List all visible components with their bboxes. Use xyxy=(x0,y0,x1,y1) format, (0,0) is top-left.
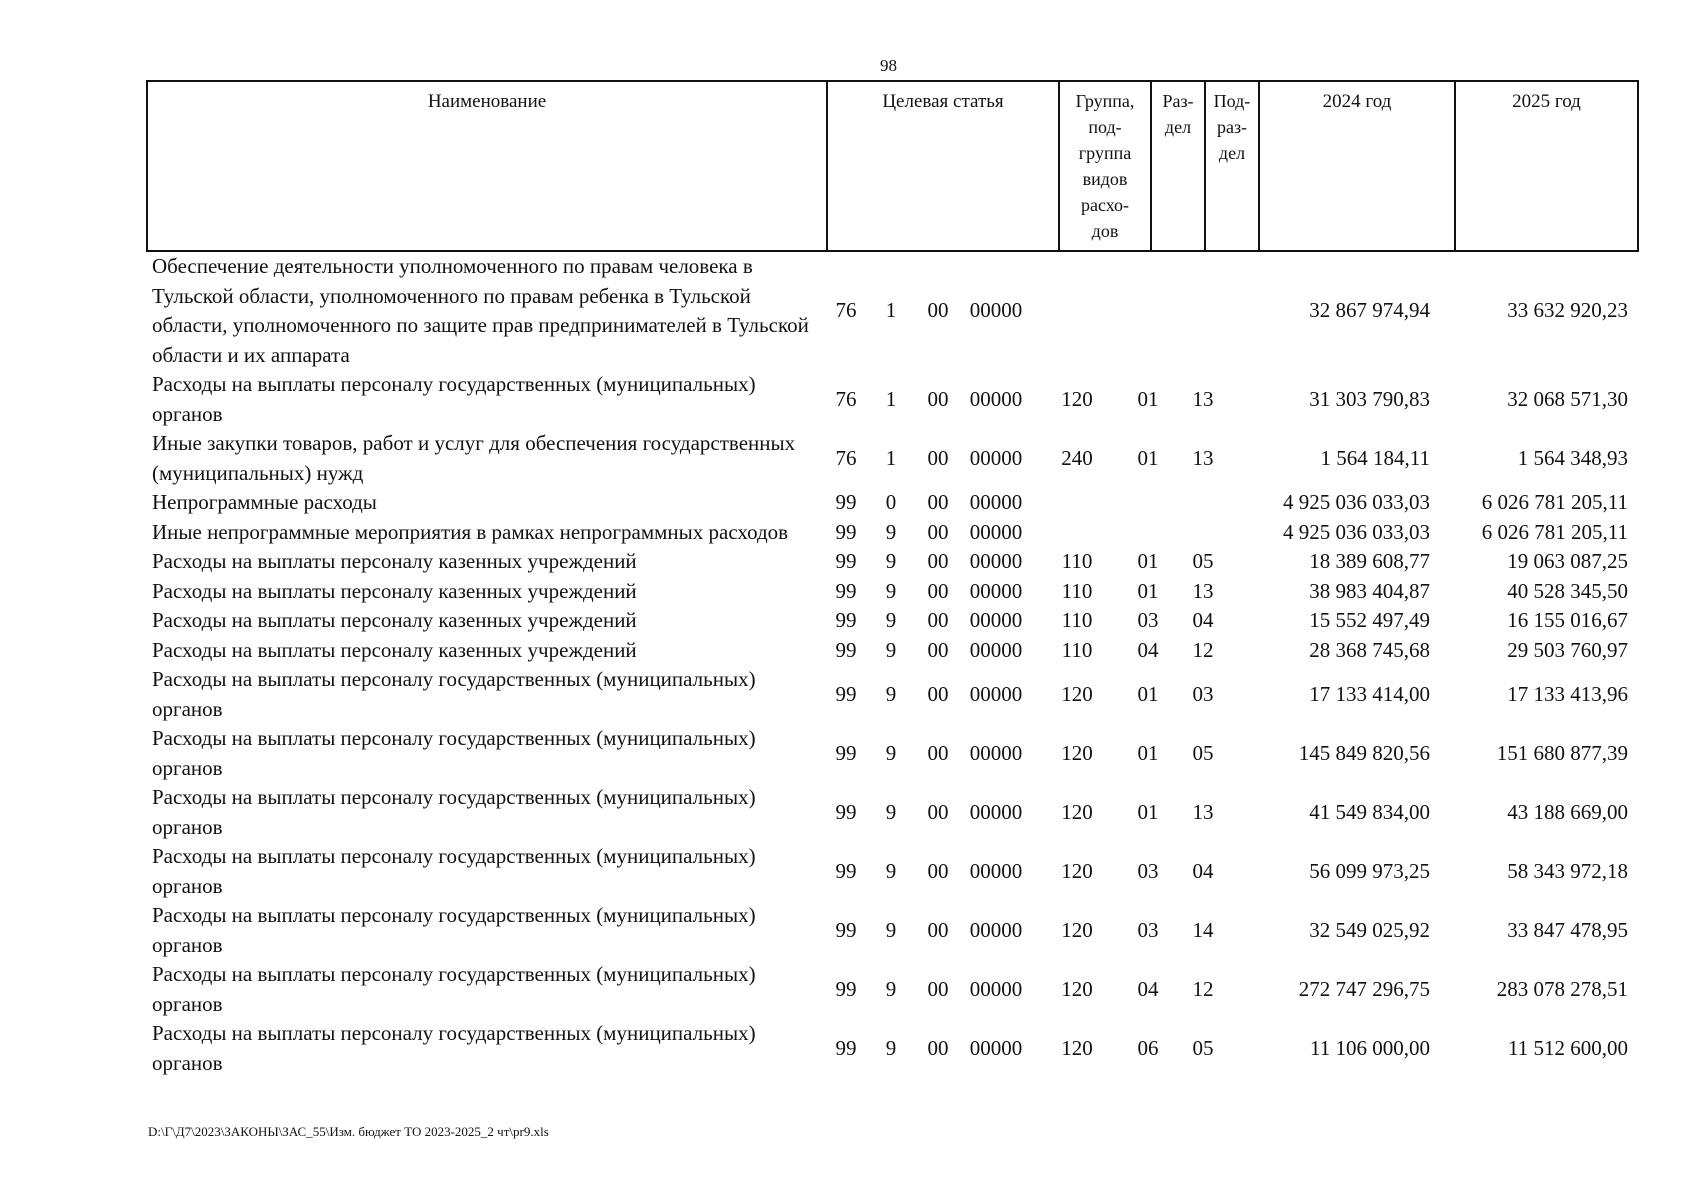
row-code-item: 00000 xyxy=(969,608,1023,632)
row-code-subprogram: 9 xyxy=(885,799,897,824)
row-expense-group: 120 xyxy=(1061,799,1093,824)
header-target: Целевая статья xyxy=(826,82,1058,250)
header-group-line: видов xyxy=(1082,169,1128,189)
row-amount-2025: 33 632 920,23 xyxy=(1507,298,1628,323)
row-amount-2025: 58 343 972,18 xyxy=(1507,858,1628,883)
row-code-program: 99 xyxy=(835,681,857,706)
row-code-subprogram: 9 xyxy=(885,608,897,632)
row-code-direction: 00 xyxy=(927,858,949,883)
row-section: 03 xyxy=(1137,858,1159,883)
row-code-item: 00000 xyxy=(969,578,1023,603)
row-amount-2025: 6 026 781 205,11 xyxy=(1481,519,1628,544)
row-expense-group: 120 xyxy=(1061,976,1093,1001)
row-subsection: 04 xyxy=(1192,608,1214,632)
row-code-subprogram: 9 xyxy=(885,740,897,765)
row-amount-2024: 4 925 036 033,03 xyxy=(1283,519,1430,544)
header-group-line: Группа, xyxy=(1075,91,1135,111)
header-group-line: расхо- xyxy=(1080,195,1130,215)
row-expense-group: 120 xyxy=(1061,1035,1093,1060)
row-amount-2025: 1 564 348,93 xyxy=(1517,445,1628,470)
row-code-item: 00000 xyxy=(969,519,1023,544)
row-section: 01 xyxy=(1137,799,1159,824)
table-row xyxy=(146,547,1666,577)
row-subsection: 13 xyxy=(1192,578,1214,603)
row-code-program: 99 xyxy=(835,608,857,632)
row-code-direction: 00 xyxy=(927,490,949,514)
row-section: 01 xyxy=(1137,386,1159,411)
row-code-subprogram: 0 xyxy=(885,490,897,514)
table-row xyxy=(146,1019,1666,1078)
row-name: Расходы на выплаты персоналу казенных учреждений xyxy=(152,608,637,632)
row-code-program: 76 xyxy=(835,445,857,470)
row-code-subprogram: 9 xyxy=(885,1035,897,1060)
row-amount-2024: 145 849 820,56 xyxy=(1298,740,1430,765)
row-name: Расходы на выплаты персоналу государственных (муниципальных) органов xyxy=(152,1021,756,1075)
row-code-direction: 00 xyxy=(927,445,949,470)
row-amount-2024: 18 389 608,77 xyxy=(1309,549,1430,573)
header-year-2024: 2024 год xyxy=(1258,82,1454,250)
row-subsection: 05 xyxy=(1192,740,1214,765)
table-row xyxy=(146,901,1666,960)
row-code-program: 99 xyxy=(835,549,857,573)
row-code-direction: 00 xyxy=(927,519,949,544)
row-name: Расходы на выплаты персоналу казенных учреждений xyxy=(152,637,637,662)
row-code-item: 00000 xyxy=(969,858,1023,883)
row-code-item: 00000 xyxy=(969,740,1023,765)
row-subsection: 14 xyxy=(1192,917,1214,942)
row-section: 01 xyxy=(1137,740,1159,765)
row-code-direction: 00 xyxy=(927,1035,949,1060)
row-subsection: 13 xyxy=(1192,386,1214,411)
header-section-line: Раз- xyxy=(1162,91,1194,111)
row-code-item: 00000 xyxy=(969,445,1023,470)
table-row xyxy=(146,636,1666,666)
row-amount-2025: 17 133 413,96 xyxy=(1507,681,1628,706)
row-amount-2025: 43 188 669,00 xyxy=(1507,799,1628,824)
row-name: Расходы на выплаты персоналу государственных (муниципальных) органов xyxy=(152,667,756,721)
table-row xyxy=(146,665,1666,724)
row-code-program: 99 xyxy=(835,740,857,765)
row-name: Иные закупки товаров, работ и услуг для обеспечения государственных (муниципальных) нужд xyxy=(152,431,796,485)
row-amount-2024: 41 549 834,00 xyxy=(1309,799,1430,824)
row-code-program: 99 xyxy=(835,578,857,603)
row-section: 01 xyxy=(1137,549,1159,573)
row-expense-group: 120 xyxy=(1061,858,1093,883)
header-section-line: дел xyxy=(1164,117,1192,137)
table-row xyxy=(146,488,1666,518)
row-amount-2025: 19 063 087,25 xyxy=(1507,549,1628,573)
row-expense-group: 240 xyxy=(1061,445,1093,470)
row-code-direction: 00 xyxy=(927,608,949,632)
row-name: Иные непрограммные мероприятия в рамках непрограммных расходов xyxy=(152,519,789,544)
row-amount-2025: 151 680 877,39 xyxy=(1496,740,1628,765)
row-code-subprogram: 1 xyxy=(885,445,897,470)
row-code-subprogram: 1 xyxy=(885,298,897,323)
row-subsection: 04 xyxy=(1192,858,1214,883)
header-group xyxy=(1058,82,1150,250)
header-subsection-line: дел xyxy=(1218,143,1246,163)
table-row xyxy=(146,842,1666,901)
row-amount-2024: 32 867 974,94 xyxy=(1309,298,1430,323)
row-amount-2024: 272 747 296,75 xyxy=(1298,976,1430,1001)
row-code-subprogram: 9 xyxy=(885,681,897,706)
table-row xyxy=(146,429,1666,488)
row-name: Расходы на выплаты персоналу государственных (муниципальных) органов xyxy=(152,903,756,957)
row-name: Расходы на выплаты персоналу государственных (муниципальных) органов xyxy=(152,844,756,898)
row-expense-group: 120 xyxy=(1061,386,1093,411)
row-amount-2025: 11 512 600,00 xyxy=(1508,1035,1628,1060)
row-code-item: 00000 xyxy=(969,386,1023,411)
row-code-subprogram: 9 xyxy=(885,976,897,1001)
row-code-item: 00000 xyxy=(969,1035,1023,1060)
row-code-item: 00000 xyxy=(969,681,1023,706)
row-section: 04 xyxy=(1137,976,1159,1001)
row-code-program: 99 xyxy=(835,976,857,1001)
row-code-program: 99 xyxy=(835,490,857,514)
table-row xyxy=(146,518,1666,548)
row-code-subprogram: 9 xyxy=(885,917,897,942)
row-code-direction: 00 xyxy=(927,637,949,662)
row-code-program: 99 xyxy=(835,799,857,824)
row-code-program: 99 xyxy=(835,637,857,662)
file-path: D:\Г\Д7\2023\ЗАКОНЫ\ЗАС_55\Изм. бюджет ТО 2023-2025_2 чт\pr9.xls xyxy=(148,1124,549,1139)
row-section: 04 xyxy=(1137,637,1159,662)
row-subsection: 05 xyxy=(1192,549,1214,573)
table-row xyxy=(146,252,1666,370)
row-amount-2025: 16 155 016,67 xyxy=(1507,608,1628,632)
row-amount-2024: 17 133 414,00 xyxy=(1309,681,1430,706)
row-subsection: 05 xyxy=(1192,1035,1214,1060)
row-expense-group: 110 xyxy=(1061,578,1093,603)
row-amount-2024: 56 099 973,25 xyxy=(1309,858,1430,883)
header-section xyxy=(1150,82,1204,250)
page-number: 98 xyxy=(880,56,897,75)
row-expense-group: 110 xyxy=(1061,549,1093,573)
row-amount-2024: 38 983 404,87 xyxy=(1309,578,1430,603)
header-group-line: дов xyxy=(1091,221,1119,241)
row-code-item: 00000 xyxy=(969,917,1023,942)
row-name: Расходы на выплаты персоналу государственных (муниципальных) органов xyxy=(152,785,756,839)
header-name: Наименование xyxy=(427,91,547,112)
row-expense-group: 120 xyxy=(1061,917,1093,942)
row-section: 06 xyxy=(1137,1035,1159,1060)
row-code-item: 00000 xyxy=(969,298,1023,323)
table-header xyxy=(146,80,1639,252)
row-expense-group: 110 xyxy=(1061,608,1093,632)
row-code-program: 99 xyxy=(835,858,857,883)
row-section: 03 xyxy=(1137,917,1159,942)
row-name: Расходы на выплаты персоналу государственных (муниципальных) органов xyxy=(152,372,756,426)
table-row xyxy=(146,783,1666,842)
row-code-item: 00000 xyxy=(969,549,1023,573)
row-section: 01 xyxy=(1137,445,1159,470)
row-code-subprogram: 1 xyxy=(885,386,897,411)
row-amount-2024: 15 552 497,49 xyxy=(1309,608,1430,632)
row-code-program: 76 xyxy=(835,386,857,411)
row-name: Расходы на выплаты персоналу казенных учреждений xyxy=(152,578,637,603)
row-name: Расходы на выплаты персоналу казенных учреждений xyxy=(152,549,637,573)
row-amount-2024: 31 303 790,83 xyxy=(1309,386,1430,411)
row-code-subprogram: 9 xyxy=(885,637,897,662)
row-amount-2025: 32 068 571,30 xyxy=(1507,386,1628,411)
row-amount-2025: 283 078 278,51 xyxy=(1496,976,1628,1001)
row-subsection: 13 xyxy=(1192,799,1214,824)
table-row xyxy=(146,960,1666,1019)
row-name: Расходы на выплаты персоналу государственных (муниципальных) органов xyxy=(152,962,756,1016)
header-group-line: под- xyxy=(1088,117,1122,137)
row-section: 01 xyxy=(1137,681,1159,706)
table-body xyxy=(146,252,1666,1078)
row-amount-2025: 6 026 781 205,11 xyxy=(1481,490,1628,514)
row-amount-2024: 11 106 000,00 xyxy=(1310,1035,1430,1060)
row-amount-2025: 33 847 478,95 xyxy=(1507,917,1628,942)
row-code-direction: 00 xyxy=(927,386,949,411)
row-code-direction: 00 xyxy=(927,549,949,573)
row-code-subprogram: 9 xyxy=(885,858,897,883)
row-name: Обеспечение деятельности уполномоченного по правам человека в Тульской области, уполномоченного по правам ребенка в Тульской области, уполномоченного по защите прав предпринимателей в Тульской области и их аппарата xyxy=(152,254,809,367)
row-amount-2024: 32 549 025,92 xyxy=(1309,917,1430,942)
row-code-item: 00000 xyxy=(969,976,1023,1001)
header-group-line: группа xyxy=(1078,143,1132,163)
row-code-direction: 00 xyxy=(927,976,949,1001)
row-amount-2025: 29 503 760,97 xyxy=(1507,637,1628,662)
row-code-direction: 00 xyxy=(927,578,949,603)
row-code-subprogram: 9 xyxy=(885,549,897,573)
row-subsection: 12 xyxy=(1192,976,1214,1001)
row-expense-group: 120 xyxy=(1061,740,1093,765)
row-section: 01 xyxy=(1137,578,1159,603)
row-code-item: 00000 xyxy=(969,637,1023,662)
row-expense-group: 120 xyxy=(1061,681,1093,706)
row-name: Непрограммные расходы xyxy=(152,490,377,514)
row-code-item: 00000 xyxy=(969,799,1023,824)
row-section: 03 xyxy=(1137,608,1159,632)
header-year-2025: 2025 год xyxy=(1454,82,1637,250)
row-code-direction: 00 xyxy=(927,681,949,706)
row-code-subprogram: 9 xyxy=(885,578,897,603)
header-subsection-line: Под- xyxy=(1213,91,1251,111)
row-amount-2025: 40 528 345,50 xyxy=(1507,578,1628,603)
row-code-direction: 00 xyxy=(927,740,949,765)
table-row xyxy=(146,606,1666,636)
row-code-item: 00000 xyxy=(969,490,1023,514)
row-subsection: 03 xyxy=(1192,681,1214,706)
row-code-program: 76 xyxy=(835,298,857,323)
row-amount-2024: 28 368 745,68 xyxy=(1309,637,1430,662)
header-subsection-line: раз- xyxy=(1216,117,1248,137)
row-code-direction: 00 xyxy=(927,799,949,824)
table-row xyxy=(146,370,1666,429)
row-expense-group: 110 xyxy=(1061,637,1093,662)
row-code-program: 99 xyxy=(835,519,857,544)
row-subsection: 13 xyxy=(1192,445,1214,470)
table-row xyxy=(146,724,1666,783)
row-code-program: 99 xyxy=(835,1035,857,1060)
row-code-subprogram: 9 xyxy=(885,519,897,544)
row-code-direction: 00 xyxy=(927,298,949,323)
table-row xyxy=(146,577,1666,607)
row-amount-2024: 1 564 184,11 xyxy=(1320,445,1430,470)
row-code-direction: 00 xyxy=(927,917,949,942)
row-code-program: 99 xyxy=(835,917,857,942)
header-subsection xyxy=(1204,82,1258,250)
row-name: Расходы на выплаты персоналу государственных (муниципальных) органов xyxy=(152,726,756,780)
row-amount-2024: 4 925 036 033,03 xyxy=(1283,490,1430,514)
row-subsection: 12 xyxy=(1192,637,1214,662)
